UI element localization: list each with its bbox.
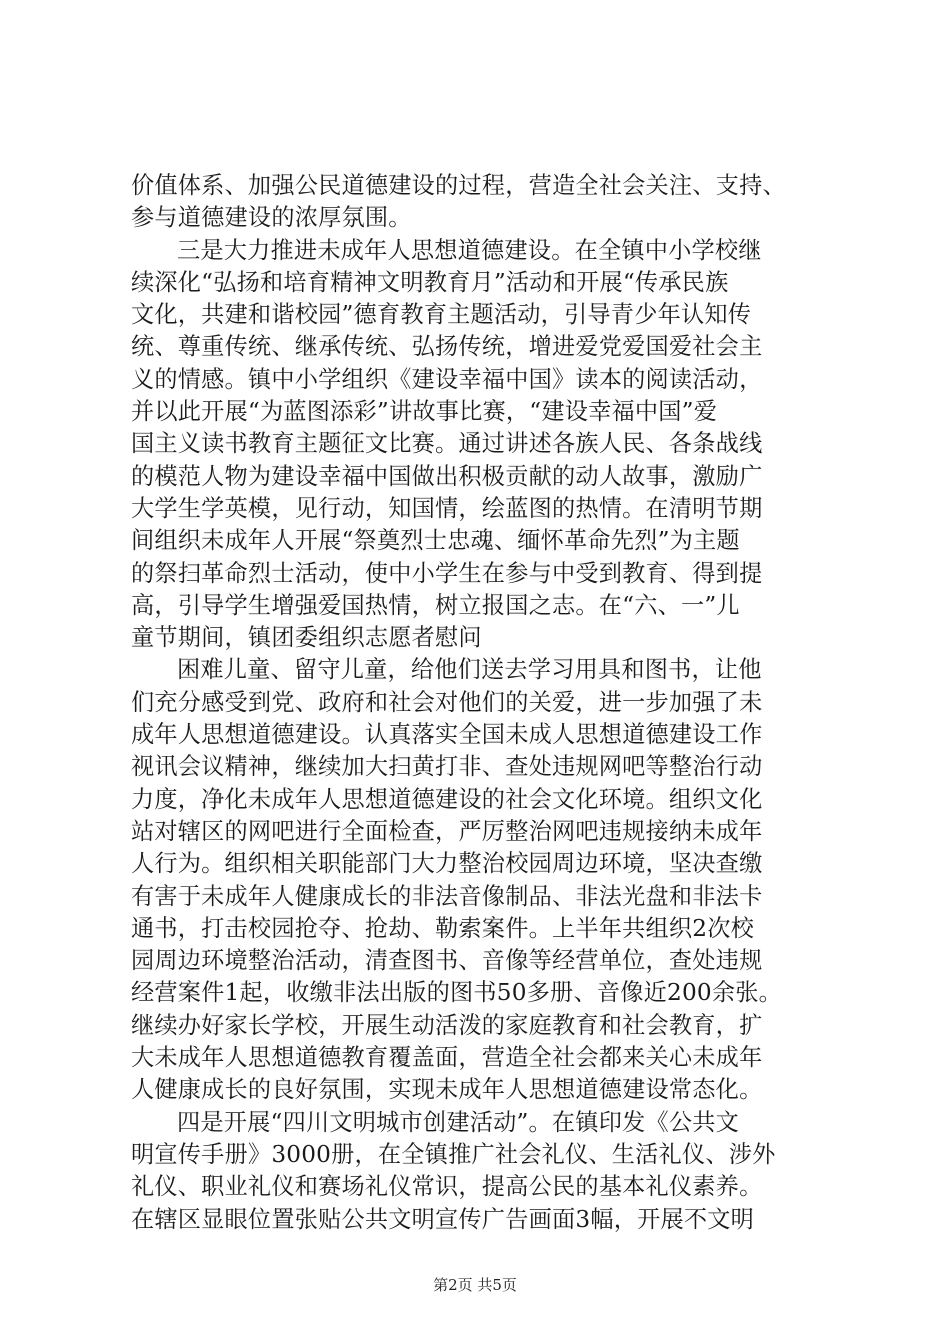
text-line: 通书，打击校园抢夺、抢劫、勒索案件。上半年共组织2次校 — [131, 914, 755, 942]
text-line: 人健康成长的良好氛围，实现未成年人思想道德建设常态化。 — [131, 1076, 763, 1104]
text-line: 参与道德建设的浓厚氛围。 — [131, 204, 412, 232]
text-line: 统、尊重传统、继承传统、弘扬传统，增进爱党爱国爱社会主 — [131, 333, 763, 361]
text-line: 视讯会议精神，继续加大扫黄打非、查处违规网吧等整治行动 — [131, 753, 763, 781]
text-line: 四是开展“四川文明城市创建活动”。在镇印发《公共文 — [177, 1108, 740, 1136]
text-line: 童节期间，镇团委组织志愿者慰问 — [131, 624, 482, 652]
text-line: 们充分感受到党、政府和社会对他们的关爱，进一步加强了未 — [131, 688, 763, 716]
text-line: 价值体系、加强公民道德建设的过程，营造全社会关注、支持、 — [131, 172, 786, 199]
text-line: 大学生学英模，见行动，知国情，绘蓝图的热情。在清明节期 — [131, 494, 763, 522]
text-line: 义的情感。镇中小学组织《建设幸福中国》读本的阅读活动， — [131, 365, 763, 393]
text-line: 国主义读书教育主题征文比赛。通过讲述各族人民、各条战线 — [131, 430, 763, 458]
text-line: 的祭扫革命烈士活动，使中小学生在参与中受到教育、得到提 — [131, 559, 763, 587]
page-footer: 第2页 共5页 — [433, 1276, 517, 1294]
text-line: 在辖区显眼位置张贴公共文明宣传广告画面3幅，开展不文明 — [131, 1205, 755, 1233]
text-line: 园周边环境整治活动，清查图书、音像等经营单位，查处违规 — [131, 947, 763, 975]
text-line: 力度，净化未成年人思想道德建设的社会文化环境。组织文化 — [131, 785, 763, 813]
text-line: 并以此开展“为蓝图添彩”讲故事比赛，“建设幸福中国”爱 — [131, 398, 718, 426]
text-line: 高，引导学生增强爱国热情，树立报国之志。在“六、一”儿 — [131, 591, 740, 619]
text-line: 三是大力推进未成年人思想道德建设。在全镇中小学校继 — [177, 236, 762, 264]
text-line: 大未成年人思想道德教育覆盖面，营造全社会都来关心未成年 — [131, 1044, 763, 1072]
text-line: 经营案件1起，收缴非法出版的图书50多册、音像近200余张。 — [131, 979, 783, 1007]
text-line: 的模范人物为建设幸福中国做出积极贡献的动人故事，激励广 — [131, 462, 763, 490]
text-line: 明宣传手册》3000册，在全镇推广社会礼仪、生活礼仪、涉外 — [131, 1140, 776, 1168]
text-line: 继续办好家长学校，开展生动活泼的家庭教育和社会教育，扩 — [131, 1011, 763, 1039]
text-line: 困难儿童、留守儿童，给他们送去学习用具和图书，让他 — [177, 656, 762, 684]
text-line: 有害于未成年人健康成长的非法音像制品、非法光盘和非法卡 — [131, 882, 763, 910]
text-line: 人行为。组织相关职能部门大力整治校园周边环境，坚决查缴 — [131, 850, 763, 878]
body-text — [131, 170, 831, 1236]
text-line: 文化，共建和谐校园”德育教育主题活动，引导青少年认知传 — [131, 301, 752, 329]
text-line: 成年人思想道德建设。认真落实全国未成人思想道德建设工作 — [131, 721, 763, 749]
text-line: 续深化“弘扬和培育精神文明教育月”活动和开展“传承民族 — [131, 268, 729, 296]
text-line: 站对辖区的网吧进行全面检查，严厉整治网吧违规接纳未成年 — [131, 817, 763, 845]
text-line: 间组织未成年人开展“祭奠烈士忠魂、缅怀革命先烈”为主题 — [131, 527, 740, 555]
text-line: 礼仪、职业礼仪和赛场礼仪常识，提高公民的基本礼仪素养。 — [131, 1173, 763, 1201]
